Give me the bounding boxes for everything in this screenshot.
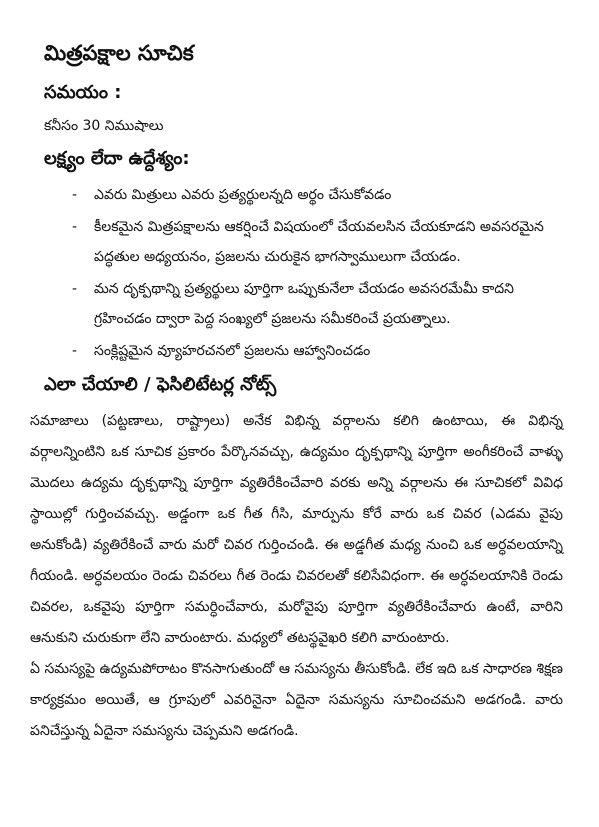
list-item-text: ఎవరు మిత్రులు ఎవరు ప్రత్యర్థులన్నది అర్థం చేసుకోవడం [94, 187, 392, 203]
objective-heading: లక్ష్యం లేదా ఉద్దేశ్యం: [44, 148, 190, 169]
duration-text: కనీసం 30 నిముషాలు [44, 118, 164, 134]
dash-bullet: - [72, 343, 78, 359]
list-item [72, 212, 569, 272]
body-paragraph: ఏ సమస్యపై ఉద్యమపోరాటం కొనసాగుతుందో ఆ సమస్యను తీసుకోండి. లేక ఇది ఒక సాధారణ శిక్షణ కార్యక్రమం అయితే, ఆ గ్రూపులో ఎవరినైనా ఏదైనా సమస్యను సూచించమని అడగండి. వారు పనిచేస్తున్న ఏదైనా సమస్యను చెప్పమని అడగండి. [30, 661, 563, 739]
list-item-text: మన దృక్పథాన్ని ప్రత్యర్థులు పూర్తిగా ఒప్పుకునేలా చేయడం అవసరమేమీ కాదని గ్రహించడం ద్వారా పెద్ద సంఖ్యలో ప్రజలను సమీకరించే ప్రయత్నాలు. [94, 281, 514, 327]
list-item [72, 274, 569, 334]
objectives-list [30, 180, 569, 366]
dash-bullet: - [72, 187, 78, 203]
body-paragraph: సమాజాలు (పట్టణాలు, రాష్ట్రాలు) అనేక విభిన్న వర్గాలను కలిగి ఉంటాయి, ఈ విభిన్న వర్గాలన్నింటిని ఒక సూచిక ప్రకారం పేర్కొనవచ్చు, ఉద్యమం దృక్పథాన్ని పూర్తిగా అంగీకరించే వాళ్ళు మొదలు ఉద్యమ దృక్పథాన్ని పూర్తిగా వ్యతిరేకించేవారి వరకు అన్ని వర్గాలను ఈ సూచికలో వివిధ స్థాయిల్లో గుర్తించవచ్చు. అడ్డంగా ఒక గీత గీసి, మార్పును కోరే వారు ఒక చివర (ఎడమ వైపు అనుకోండి) వ్యతిరేకించే వారు మరో చివర గుర్తించండి. ఈ అడ్డగీత మధ్య నుంచి ఒక అర్ధవలయాన్ని గీయండి. అర్ధవలయం రెండు చివరలు గీత రెండు చివరలతో కలిసేవిధంగా. ఈ అర్ధవలయానికి రెండు చివరల, ఒకవైపు పూర్తిగా సమర్ధించేవారు, మరోవైపు పూర్తిగా వ్యతిరేకించేవారు ఉంటే, వారిని ఆనుకుని చురుకుగా లేని వారుంటారు. మధ్యలో తటస్థవైఖరి కలిగి వారుంటారు. [30, 413, 563, 646]
list-item [72, 180, 569, 210]
list-item-text: కీలకమైన మిత్రపక్షాలను ఆకర్షించే విషయంలో చేయవలసిన చేయకూడని అవసరమైన పద్ధతుల అధ్యయనం, ప్రజలను చురుకైన భాగస్వాములుగా చేయడం. [94, 219, 544, 265]
notes-heading: ఎలా చేయాలి / ఫెసిలిటేటర్ల నోట్స్ [44, 374, 277, 395]
page-title: మిత్రపక్షాల సూచిక [44, 41, 194, 65]
list-item [72, 336, 569, 366]
duration-heading: సమయం : [44, 82, 122, 103]
list-item-text: సంక్లిష్టమైన వ్యూహరచనలో ప్రజలను ఆహ్వానించడం [94, 343, 371, 359]
dash-bullet: - [72, 219, 78, 235]
dash-bullet: - [72, 281, 78, 297]
